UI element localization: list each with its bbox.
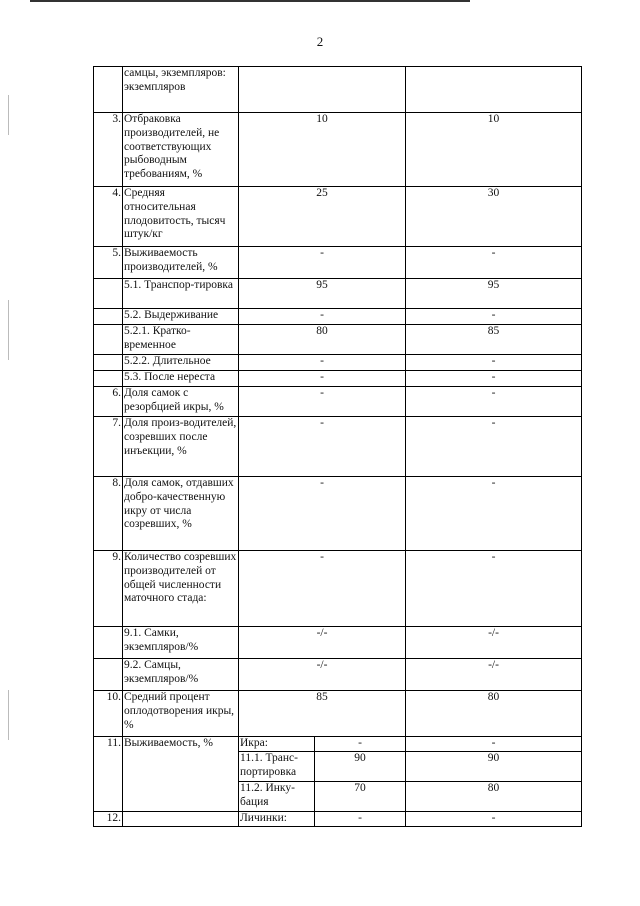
table-row (94, 325, 582, 355)
subrow-label: Икра: (239, 737, 315, 752)
row-name: 9.2. Самцы, экземпляров/% (123, 659, 239, 691)
scan-margin-mark (8, 690, 9, 740)
value-cell-2: -/- (406, 627, 582, 659)
table-row (94, 67, 582, 113)
value-cell-2: - (406, 371, 582, 387)
value-cell-1: -/- (239, 659, 406, 691)
value-cell-1: - (239, 355, 406, 371)
row-number: 5. (94, 247, 123, 279)
row-number: 12. (94, 811, 123, 826)
value-cell-2: - (406, 477, 582, 551)
value-cell-2: - (406, 309, 582, 325)
value-cell-2 (406, 67, 582, 113)
table-row (94, 113, 582, 187)
subrow-label: 11.2. Инку-бация (239, 781, 315, 811)
value-cell-1: 80 (239, 325, 406, 355)
value-cell-2: - (406, 355, 582, 371)
row-number: 9. (94, 551, 123, 627)
value-cell-1: 95 (239, 279, 406, 309)
value-cell-2: 85 (406, 325, 582, 355)
value-cell-1 (239, 67, 406, 113)
value-cell-2: - (406, 551, 582, 627)
table-row (94, 417, 582, 477)
row-name: Средний процент оплодотворения икры, % (123, 691, 239, 737)
value-cell-2: - (406, 811, 582, 826)
table-row (94, 355, 582, 371)
table-row (94, 477, 582, 551)
row-name: 9.1. Самки, экземпляров/% (123, 627, 239, 659)
value-cell-2: 90 (406, 751, 582, 781)
subrow-label: 11.1. Транс-портировка (239, 751, 315, 781)
value-cell-1: 10 (239, 113, 406, 187)
value-cell-1: - (239, 417, 406, 477)
row-number: 3. (94, 113, 123, 187)
row-name: Выживаемость производителей, % (123, 247, 239, 279)
page-number: 2 (316, 34, 324, 49)
row-number (94, 627, 123, 659)
value-cell-1: - (315, 737, 406, 752)
row-name: Выживаемость, % (123, 737, 239, 812)
value-cell-1: 70 (315, 781, 406, 811)
row-name: Доля произ-водителей, созревших после инъекции, % (123, 417, 239, 477)
row-name: Доля самок с резорбцией икры, % (123, 387, 239, 417)
row-number (94, 309, 123, 325)
table-row (94, 659, 582, 691)
row-number: 10. (94, 691, 123, 737)
row-number: 7. (94, 417, 123, 477)
table-row (94, 371, 582, 387)
row-name: Доля самок, отдавших добро-качественную икру от числа созревших, % (123, 477, 239, 551)
row-name (123, 811, 239, 826)
value-cell-1: - (239, 551, 406, 627)
table-row (94, 279, 582, 309)
table-row (94, 309, 582, 325)
value-cell-1: 25 (239, 187, 406, 247)
table-row (94, 737, 582, 752)
value-cell-1: - (315, 811, 406, 826)
row-name: Количество созревших производителей от общей численности маточного стада: (123, 551, 239, 627)
row-number (94, 659, 123, 691)
scan-margin-mark (8, 300, 9, 360)
row-number: 6. (94, 387, 123, 417)
value-cell-2: - (406, 417, 582, 477)
table-row (94, 187, 582, 247)
table-row (94, 387, 582, 417)
row-name: 5.2. Выдерживание (123, 309, 239, 325)
row-name: 5.3. После нереста (123, 371, 239, 387)
subrow-label: Личинки: (239, 811, 315, 826)
value-cell-1: - (239, 477, 406, 551)
value-cell-1: 90 (315, 751, 406, 781)
row-name: самцы, экземпляров: экземпляров (123, 67, 239, 113)
row-number (94, 279, 123, 309)
value-cell-2: 80 (406, 781, 582, 811)
row-number (94, 371, 123, 387)
row-name: Отбраковка производителей, не соответствующих рыбоводным требованиям, % (123, 113, 239, 187)
table-row (94, 811, 582, 826)
row-name: 5.2.2. Длительное (123, 355, 239, 371)
value-cell-2: 30 (406, 187, 582, 247)
row-number (94, 325, 123, 355)
value-cell-2: - (406, 247, 582, 279)
value-cell-1: - (239, 371, 406, 387)
row-number (94, 355, 123, 371)
table-row (94, 627, 582, 659)
value-cell-2: 10 (406, 113, 582, 187)
row-name: Средняя относительная плодовитость, тысяч штук/кг (123, 187, 239, 247)
value-cell-1: - (239, 309, 406, 325)
value-cell-2: - (406, 737, 582, 752)
table-row (94, 551, 582, 627)
row-number (94, 67, 123, 113)
top-border-line (30, 0, 470, 2)
value-cell-1: - (239, 387, 406, 417)
row-name: 5.1. Транспор-тировка (123, 279, 239, 309)
value-cell-2: 95 (406, 279, 582, 309)
table-row (94, 247, 582, 279)
value-cell-1: -/- (239, 627, 406, 659)
value-cell-2: -/- (406, 659, 582, 691)
table-row (94, 691, 582, 737)
row-number: 4. (94, 187, 123, 247)
value-cell-1: - (239, 247, 406, 279)
row-number: 11. (94, 737, 123, 812)
value-cell-1: 85 (239, 691, 406, 737)
value-cell-2: - (406, 387, 582, 417)
scan-margin-mark (8, 95, 9, 135)
row-name: 5.2.1. Кратко-временное (123, 325, 239, 355)
standards-table (93, 66, 582, 827)
row-number: 8. (94, 477, 123, 551)
value-cell-2: 80 (406, 691, 582, 737)
